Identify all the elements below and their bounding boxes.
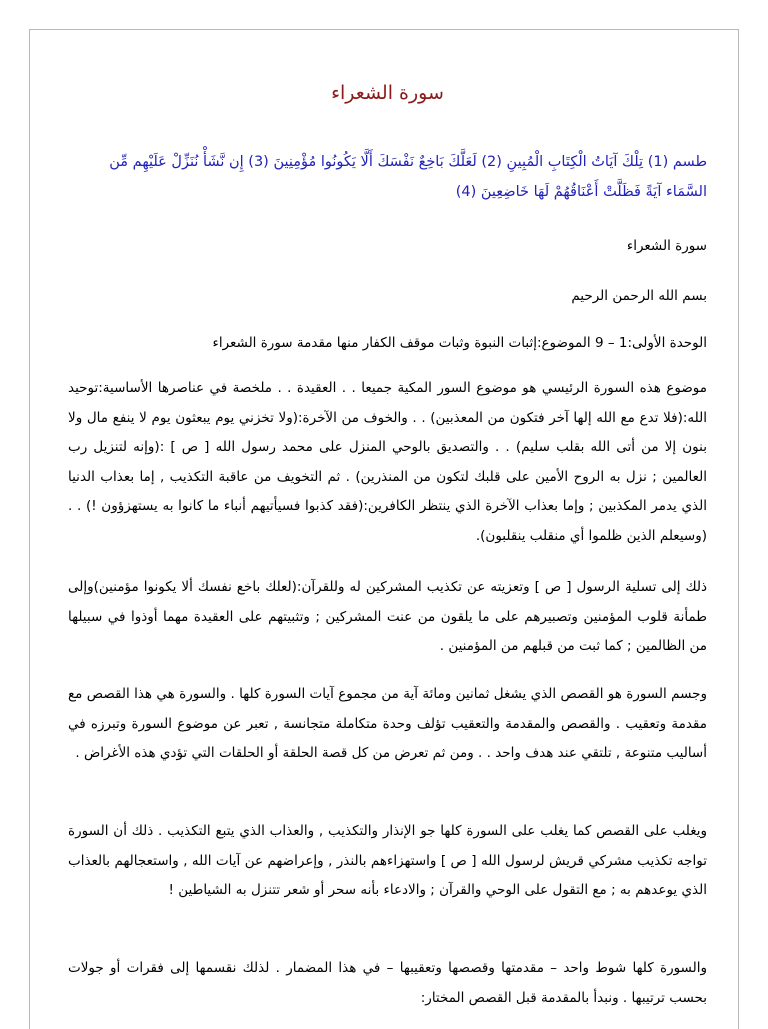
basmala: بسم الله الرحمن الرحيم — [571, 288, 707, 304]
surah-heading: سورة الشعراء — [626, 238, 707, 254]
quran-verse: طسم (1) تِلْكَ آيَاتُ الْكِتَابِ الْمُبِينِ (2) لَعَلَّكَ بَاخِعٌ نَفْسَكَ أَلَّا يَكُونُوا مُؤْمِنِينَ (3) إِن نَّشَأْ نُنَزِّلْ عَلَيْهِم مِّن السَّمَاء آيَةً فَظَلَّتْ أَعْنَاقُهُمْ لَهَا خَاضِعِينَ (4) — [109, 154, 707, 200]
page-title: سورة الشعراء — [331, 82, 444, 104]
paragraph-consolation: ذلك إلى تسلية الرسول [ ص ] وتعزيته عن تكذيب المشركين له وللقرآن:(لعلك باخع نفسك ألا يكونوا مؤمنين)وإلى طمأنة قلوب المؤمنين وتصبيرهم على ما يلقون من عنت المشركين ; وتثبيتهم على العقيدة مهما أوذوا في سبيلها من الظالمين ; كما ثبت من قبلهم من المؤمنين . — [68, 579, 707, 654]
paragraph-story-body: وجسم السورة هو القصص الذي يشغل ثمانين ومائة آية من مجموع آيات السورة كلها . والسورة هي هذا القصص مع مقدمة وتعقيب . والقصص والمقدمة والتعقيب تؤلف وحدة متكاملة متجانسة , تعبر عن موضوع السورة وتبرزه في أساليب متنوعة , تلتقي عند هدف واحد . . ومن ثم تعرض من كل قصة الحلقة أو الحلقات التي تؤدي هذه الأغراض . — [68, 686, 707, 761]
unit-heading: الوحدة الأولى:1 – 9 الموضوع:إثبات النبوة وثبات موقف الكفار منها مقدمة سورة الشعراء — [212, 335, 707, 351]
paragraph-main-topic: موضوع هذه السورة الرئيسي هو موضوع السور المكية جميعا . . العقيدة . . ملخصة في عناصرها الأساسية:توحيد الله:(فلا تدع مع الله إلها آخر فتكون من المعذبين) . . والخوف من الآخرة:(ولا تخزني يوم يبعثون يوم لا ينفع مال ولا بنون إلا من أتى الله بقلب سليم) . . والتصديق بالوحي المنزل على محمد رسول الله [ ص ] :(وإنه لتنزيل رب العالمين ; نزل به الروح الأمين على قلبك لتكون من المنذرين) . ثم التخويف من عاقبة التكذيب , إما بعذاب الدنيا الذي يدمر المكذبين ; وإما بعذاب الآخرة الذي ينتظر الكافرين:(فقد كذبوا فسيأتيهم أنباء ما كانوا به يستهزؤون !) . . (وسيعلم الذين ظلموا أي منقلب ينقلبون). — [68, 380, 707, 544]
document-page — [29, 29, 739, 1029]
paragraph-structure: والسورة كلها شوط واحد – مقدمتها وقصصها وتعقيبها – في هذا المضمار . لذلك نقسمها إلى فقرات أو جولات بحسب ترتيبها . ونبدأ بالمقدمة قبل القصص المختار: — [68, 960, 707, 1006]
paragraph-warning: ويغلب على القصص كما يغلب على السورة كلها جو الإنذار والتكذيب , والعذاب الذي يتبع التكذيب . ذلك أن السورة تواجه تكذيب مشركي قريش لرسول الله [ ص ] واستهزاءهم بالنذر , وإعراضهم عن آيات الله , واستعجالهم بالعذاب الذي يوعدهم به ; مع التقول على الوحي والقرآن ; والادعاء بأنه سحر أو شعر تتنزل به الشياطين ! — [68, 823, 707, 898]
